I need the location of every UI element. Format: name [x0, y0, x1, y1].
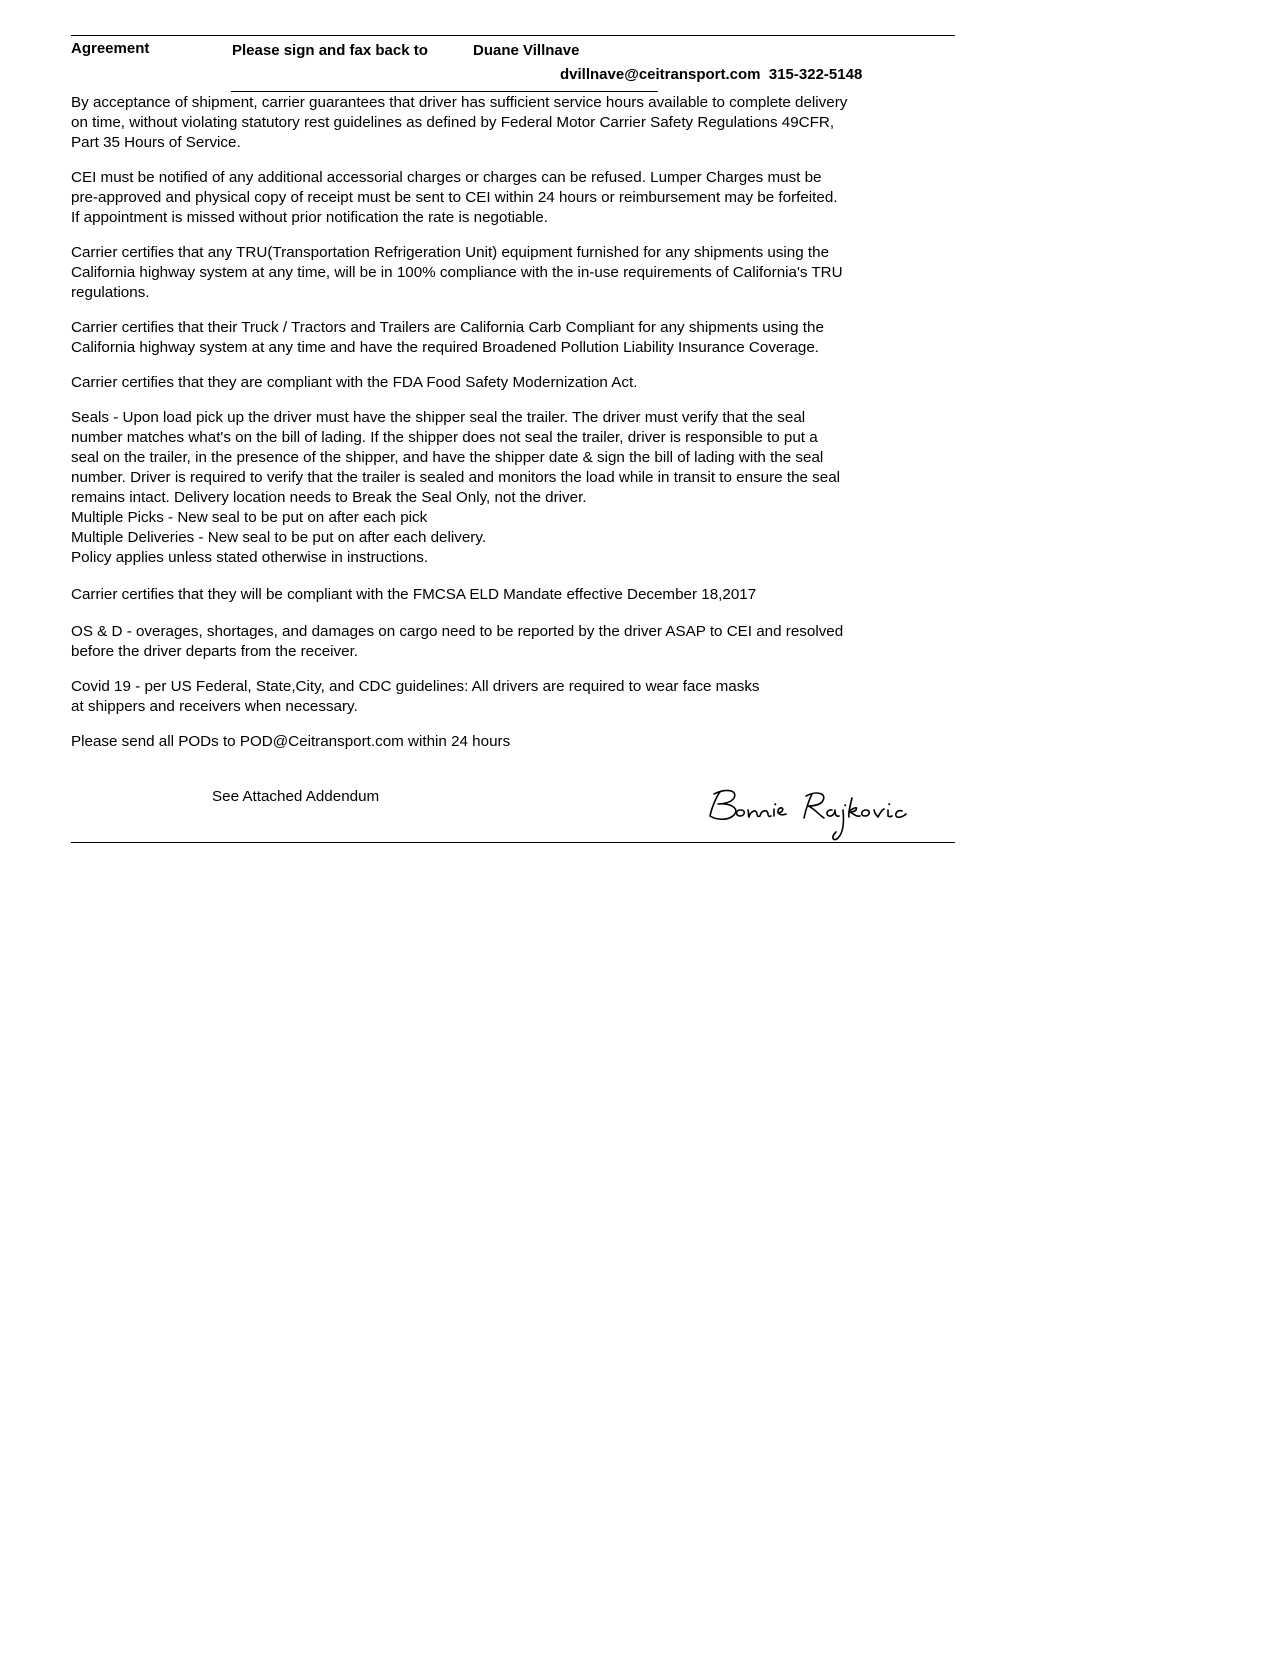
header-underline: [231, 91, 658, 92]
contact-name: Duane Villnave: [473, 42, 580, 59]
bottom-divider: [71, 842, 955, 843]
terms-paragraph-carb-compliance: Carrier certifies that their Truck / Tractors and Trailers are California Carb Compliant for any shipments using the California highway system at any time and have the required Broadened Pollution Liability Insurance Coverage.: [71, 319, 824, 356]
top-divider: [71, 35, 955, 36]
terms-paragraph-osd: OS & D - overages, shortages, and damages on cargo need to be reported by the driver ASAP to CEI and resolved before the driver departs from the receiver.: [71, 623, 844, 660]
terms-paragraph-accessorial-charges: CEI must be notified of any additional accessorial charges or charges can be refused. Lumper Charges must be pre-approved and physical copy of receipt must be sent to CEI within 24 hours or reimbursement may be forfeited. If appointment is missed without prior notification the rate is negotiable.: [71, 169, 838, 226]
signature-icon: [700, 780, 960, 850]
agreement-terms: [71, 93, 901, 767]
contact-email: dvillnave@ceitransport.com: [560, 66, 761, 83]
contact-phone: 315-322-5148: [768, 66, 863, 83]
terms-paragraph-eld-mandate: Carrier certifies that they will be compliant with the FMCSA ELD Mandate effective December 18,2017: [71, 586, 757, 603]
terms-paragraph-hours-of-service: By acceptance of shipment, carrier guarantees that driver has sufficient service hours available to complete delivery on time, without violating statutory rest guidelines as defined by Federal Motor Carrier Safety Regulations 49CFR, Part 35 Hours of Service.: [71, 94, 848, 151]
terms-paragraph-pod: Please send all PODs to POD@Ceitransport.com within 24 hours: [71, 733, 511, 750]
contact-info: [560, 66, 862, 84]
terms-paragraph-seals: Seals - Upon load pick up the driver must have the shipper seal the trailer. The driver must verify that the seal number matches what's on the bill of lading. If the shipper does not seal the trailer, driver is responsible to put a seal on the trailer, in the presence of the shipper, and have the shipper date & sign the bill of lading with the seal number. Driver is required to verify that the trailer is sealed and monitors the load while in transit to ensure the seal remains intact. Delivery location needs to Break the Seal Only, not the driver. Multiple Picks - New seal to be put on after each pick Multiple Deliveries - New seal to be put on after each delivery. Policy applies unless stated otherwise in instructions.: [71, 409, 841, 566]
terms-paragraph-tru-compliance: Carrier certifies that any TRU(Transportation Refrigeration Unit) equipment furnished for any shipments using the California highway system at any time, will be in 100% compliance with the in-use requirements of California's TRU regulations.: [71, 244, 843, 301]
addendum-note: See Attached Addendum: [212, 788, 380, 805]
terms-paragraph-covid: Covid 19 - per US Federal, State,City, and CDC guidelines: All drivers are required to wear face masks at shippers and receivers when necessary.: [71, 678, 760, 715]
sign-fax-label: Please sign and fax back to: [232, 42, 428, 59]
signature: [700, 780, 960, 850]
agreement-label: Agreement: [71, 40, 150, 57]
terms-paragraph-fda-fsma: Carrier certifies that they are compliant with the FDA Food Safety Modernization Act.: [71, 374, 638, 391]
